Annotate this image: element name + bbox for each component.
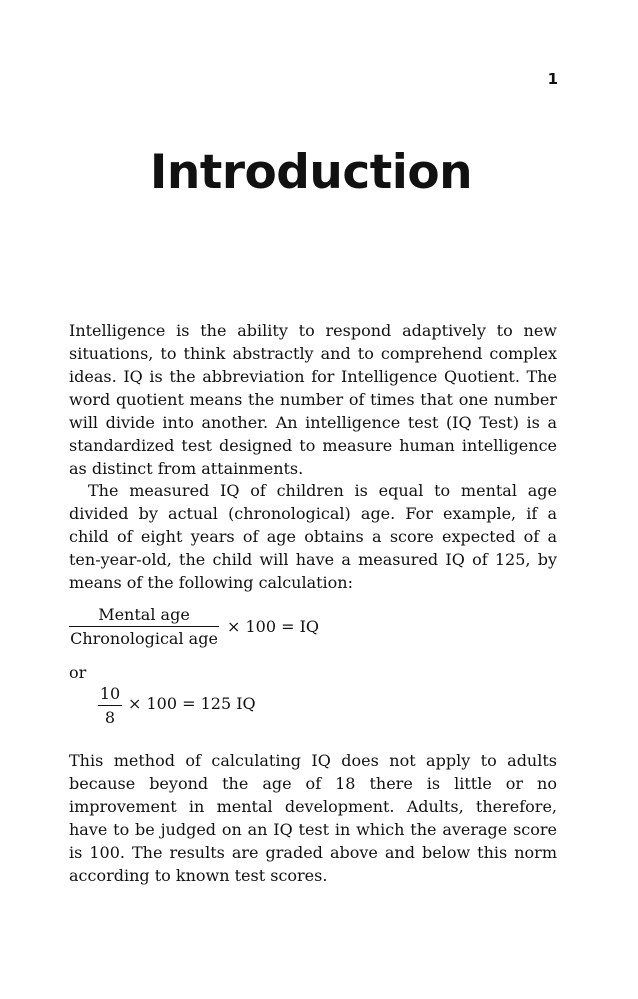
or-word: or: [69, 663, 87, 682]
paragraph-adult-iq: This method of calculating IQ does not apply to adults because beyond the age of 18 there is little or no improvement in mental development. Adults, therefore, have to be judged on an IQ test in which the average score is 100. The results are graded above and below this norm according to known test scores.: [69, 751, 557, 885]
formula-general-numerator: Mental age: [98, 605, 190, 624]
paragraph-child-iq: The measured IQ of children is equal to mental age divided by actual (chronological) age. For example, if a child of eight years of age obtains a score expected of a ten-year-old, the child will have a measured IQ of 125, by means of the following calculation:: [69, 481, 557, 592]
formula-general-denominator: Chronological age: [69, 626, 219, 649]
page-number: 1: [547, 70, 558, 88]
formula-general-fraction: [69, 605, 219, 649]
chapter-title: Introduction: [149, 145, 473, 201]
formula-example-rhs: × 100 = 125 IQ: [128, 694, 256, 713]
formula-example-fraction: [98, 684, 122, 728]
formula-example-numerator: 10: [99, 684, 121, 703]
formula-general-rhs: × 100 = IQ: [227, 617, 320, 636]
paragraph-intelligence-definition: Intelligence is the ability to respond adaptively to new situations, to think abstractly and to comprehend complex ideas. IQ is the abbreviation for Intelligence Quotient. The word quotient means the number of times that one number will divide into another. An intelligence test (IQ Test) is a standardized test designed to measure human intelligence as distinct from attainments.: [69, 321, 557, 478]
formula-example-denominator: 8: [98, 705, 122, 728]
